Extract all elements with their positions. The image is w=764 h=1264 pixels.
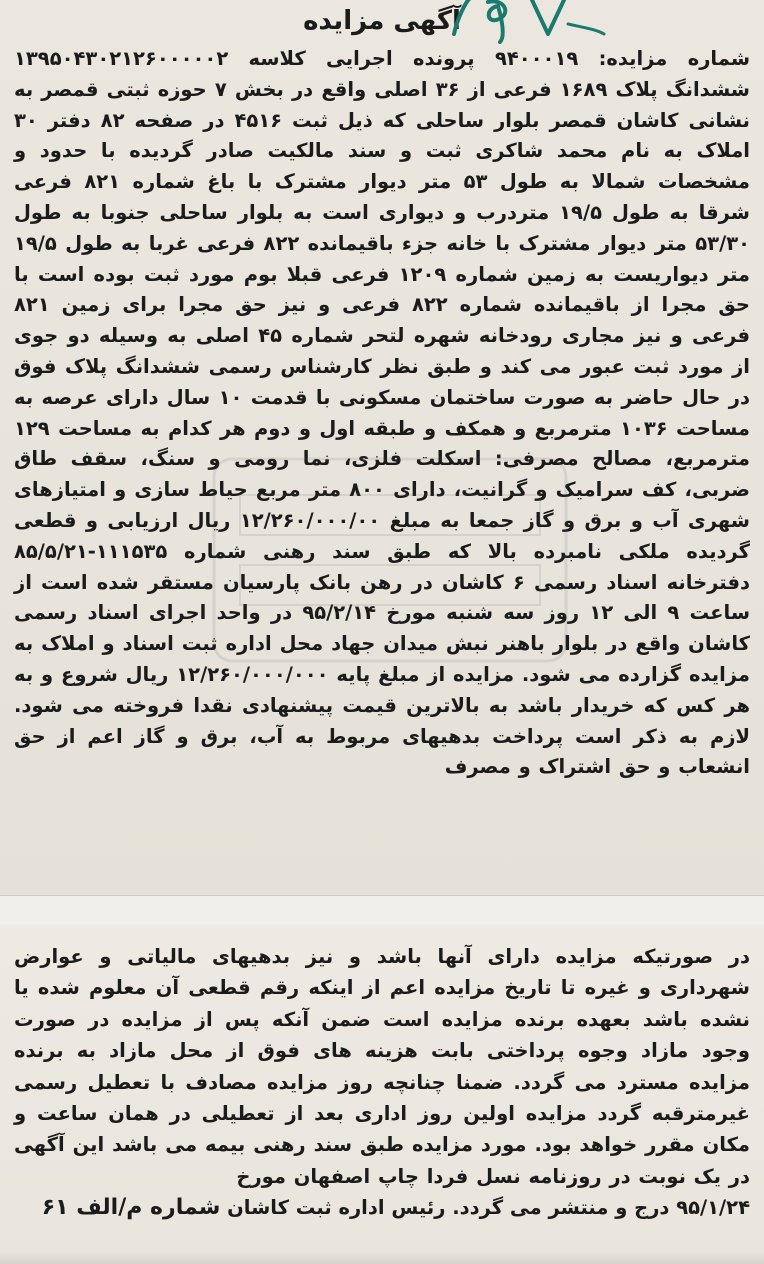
issue-number: شماره م/الف ۶۱ <box>41 1195 221 1221</box>
notice-clipping-bottom <box>0 925 764 1264</box>
notice-closing-line <box>14 1192 750 1223</box>
handwritten-number-mark <box>436 0 606 44</box>
notice-body-bottom: در صورتیکه مزایده دارای آنها باشد و نیز بدهیهای مالیاتی و عوارض شهرداری و غیره تا تاریخ مزایده اعم از اینکه رقم قطعی آن معلوم شده یا نشده باشد بعهده برنده مزایده است ضمن آنکه پس از مزایده در صورت وجود مازاد وجوه پرداختی بابت هزینه های فوق از محل مازاد به برنده مزایده مسترد می گردد. ضمنا چنانچه روز مزایده مصادف با تعطیل رسمی غیرمترقبه گردد مزایده اولین روز اداری بعد از تعطیلی در همان ساعت و مکان مقرر خواهد بود. مورد مزایده طبق سند رهنی بیمه می باشد این آگهی در یک نوبت در روزنامه نسل فردا چاپ اصفهان مورخ <box>14 945 750 1188</box>
paper-edge-shadow <box>0 1252 764 1264</box>
notice-body-top: شماره مزایده: ۹۴۰۰۰۱۹ پرونده اجرایی کلاسه ۱۳۹۵۰۴۳۰۲۱۲۶۰۰۰۰۰۲ ششدانگ پلاک ۱۶۸۹ فرعی از ۳۶ اصلی واقع در بخش ۷ حوزه ثبتی قمصر به نشانی کاشان قمصر بلوار ساحلی که ذیل ثبت ۴۵۱۶ در صفحه ۸۲ دفتر ۳۰ املاک به نام محمد شاکری ثبت و سند مالکیت صادر گردیده با حدود و مشخصات شمالا به طول ۵۳ متر دیوار مشترک با باغ شماره ۸۲۱ فرعی شرقا به طول ۱۹/۵ متردرب و دیواری است به بلوار ساحلی جنوبا به طول ۵۳/۳۰ متر دیوار مشترک با خانه جزء باقیمانده ۸۲۲ فرعی غربا به طول ۱۹/۵ متر دیواریست به زمین شماره ۱۲۰۹ فرعی قبلا بوم مورد ثبت بوده است با حق مجرا از باقیمانده شماره ۸۲۲ فرعی و نیز حق مجرا برای زمین ۸۲۱ فرعی و نیز مجاری رودخانه شهره لتحر شماره ۴۵ اصلی به وسیله دو جوی از مورد ثبت عبور می کند و طبق نظر کارشناس رسمی ششدانگ پلاک فوق در حال حاضر به صورت ساختمان مسکونی با قدمت ۱۰ سال دارای عرصه به مساحت ۱۰۳۶ مترمربع و همکف و طبقه اول و دوم هر کدام به مساحت ۱۲۹ مترمربع، مصالح مصرفی: اسکلت فلزی، نما رومی و سنگ، سقف طاق ضربی، کف سرامیک و گرانیت، دارای ۸۰۰ متر مربع حیاط سازی و امتیازهای شهری آب و برق و گاز جمعا به مبلغ ۱۲/۲۶۰/۰۰۰/۰۰ ریال ارزیابی و قطعی گردیده ملکی نامبرده بالا که طبق سند رهنی شماره ۱۱۱۵۳۵-۸۵/۵/۲۱ دفترخانه اسناد رسمی ۶ کاشان در رهن بانک پارسیان مستقر شده است از ساعت ۹ الی ۱۲ روز سه شنبه مورخ ۹۵/۲/۱۴ در واحد اجرای اسناد رسمی کاشان واقع در بلوار باهنر نبش میدان جهاد محل اداره ثبت اسناد و املاک به مزایده گزارده می شود. مزایده از مبلغ پایه ۱۲/۲۶۰/۰۰۰/۰۰۰ ریال شروع و به هر کس که خریدار باشد به بالاترین قیمت پیشنهادی نقدا فروخته می شود. لازم به ذکر است پرداخت بدهیهای مربوط به آب، برق و گاز اعم از حق انشعاب و حق اشتراک و مصرف <box>14 47 750 779</box>
notice-title: آگهی مزایده <box>303 6 461 36</box>
closing-text: ۹۵/۱/۲۴ درج و منتشر می گردد. رئیس اداره ثبت کاشان <box>227 1196 750 1220</box>
clipping-gap <box>0 895 764 927</box>
